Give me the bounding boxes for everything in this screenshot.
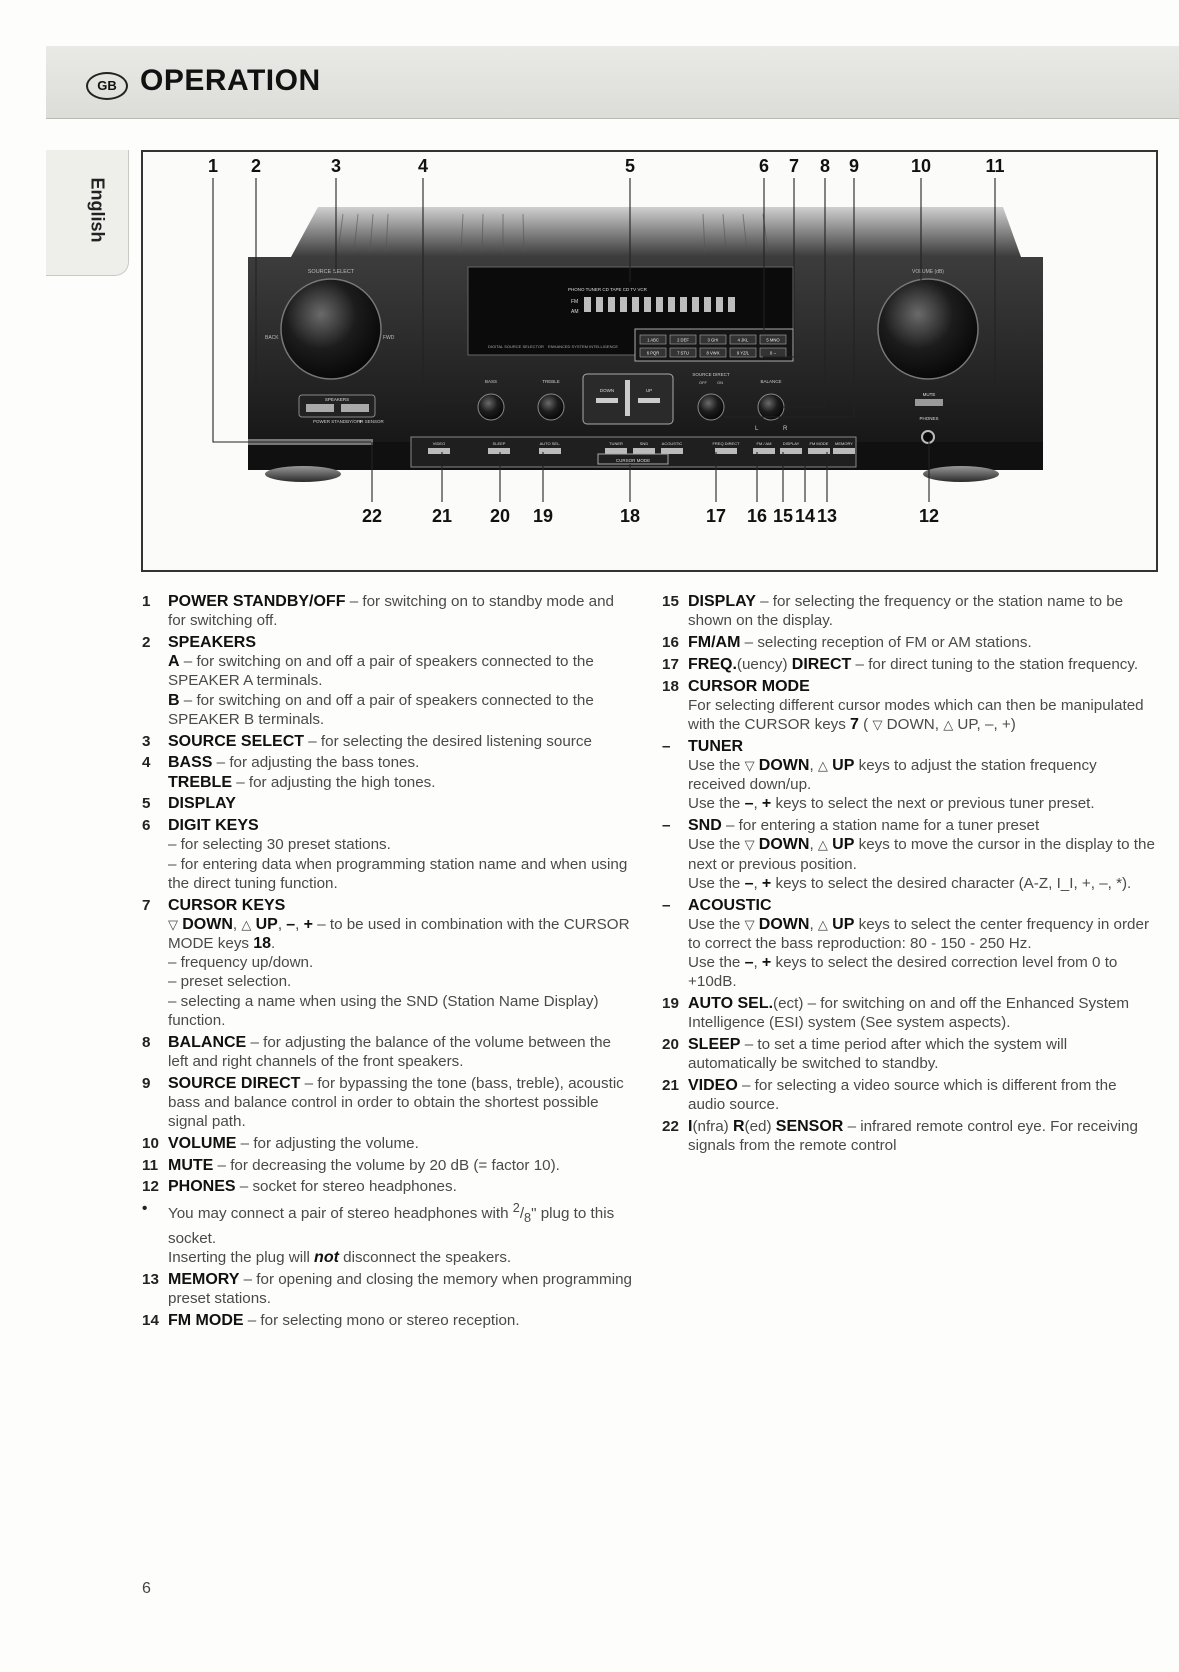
snd-button: [633, 448, 655, 454]
description-item: [662, 816, 1157, 893]
volume-knob: [878, 279, 978, 379]
receiver-illustration: [143, 152, 1156, 570]
description-item: [142, 1074, 634, 1132]
item-number: 4: [142, 754, 151, 772]
fwd-label: FWD: [383, 335, 395, 341]
gb-language-badge: GB: [86, 72, 128, 100]
item-number: –: [662, 896, 671, 914]
digit-key-label: 2 DEF: [677, 337, 689, 343]
cursor-mode-label: CURSOR MODE: [615, 458, 651, 463]
item-text: SLEEP – to set a time period after which the system will automatically be switched to standby.: [688, 1036, 1068, 1073]
item-text: DISPLAY – for selecting the frequency or the station name to be shown on the display.: [688, 593, 1124, 630]
description-item: [142, 896, 634, 1030]
description-item: [662, 592, 1157, 630]
item-text: AUTO SEL.(ect) – for switching on and off the Enhanced System Intelligence (ESI) system (See system aspects).: [688, 995, 1130, 1032]
item-text: TUNER Use the ▽ DOWN, △ UP keys to adjust the station frequency received down/up. Use the –, + keys to select the next or previous tuner preset.: [688, 737, 1097, 813]
digit-key-label: 7 STU: [677, 350, 689, 356]
source-direct-knob: [698, 394, 724, 420]
callout-number: 16: [746, 506, 768, 526]
bass-label: BASS: [484, 379, 498, 384]
balance-l-label: L: [755, 426, 759, 432]
item-text: You may connect a pair of stereo headphones with $^2/_8$" plug to this socket. Inserting the plug will not disconnect the speakers.: [168, 1201, 615, 1266]
description-item: [142, 1156, 634, 1175]
description-item: [142, 816, 634, 893]
acoustic-label: ACOUSTIC: [661, 441, 683, 446]
off-label: OFF: [699, 380, 707, 385]
memory-button: [833, 448, 855, 454]
description-item: [142, 633, 634, 729]
language-tab-label: English: [87, 177, 108, 243]
balance-label: BALANCE: [760, 379, 782, 384]
callout-number: 13: [816, 506, 838, 526]
page-number: 6: [142, 1580, 151, 1597]
item-number: 14: [142, 1311, 159, 1329]
description-item: [142, 1270, 634, 1308]
fm-mode-label: FM MODE: [809, 441, 829, 446]
sleep-label: SLEEP: [492, 441, 506, 446]
description-item: [142, 1177, 634, 1196]
description-item: [142, 753, 634, 791]
sleep-button: [488, 448, 510, 454]
item-text: SND – for entering a station name for a tuner preset Use the ▽ DOWN, △ UP keys to move the cursor in the display to the next or previous position. Use the –, + keys to select the desired character (A-Z, I_I, +, –, *).: [688, 817, 1155, 892]
item-number: 22: [662, 1118, 679, 1136]
description-item: [662, 633, 1157, 652]
callout-number: 5: [624, 156, 636, 176]
item-text: BASS – for adjusting the bass tones. TREBLE – for adjusting the high tones.: [168, 754, 436, 791]
item-text: I(nfra) R(ed) SENSOR – infrared remote control eye. For receiving signals from the remote control: [688, 1118, 1138, 1155]
item-number: 15: [662, 593, 679, 610]
bass-knob: [478, 394, 504, 420]
auto-sel-button: [539, 448, 561, 454]
digit-key-label: 5 MNO: [766, 337, 780, 343]
item-text: DISPLAY: [168, 795, 236, 813]
callout-number: 20: [489, 506, 511, 526]
item-text: CURSOR KEYS ▽ DOWN, △ UP, –, + – to be used in combination with the CURSOR MODE keys 18. – frequency up/down. – preset selection. – selecting a name when using the SND (Station Name Display) function.: [168, 896, 630, 1029]
mute-label: MUTE: [922, 392, 936, 397]
treble-knob: [538, 394, 564, 420]
back-label: BACK: [265, 335, 279, 341]
freq-direct-button: [715, 448, 737, 454]
description-item: [662, 677, 1157, 735]
item-text: VOLUME – for adjusting the volume.: [168, 1134, 419, 1152]
item-number: 8: [142, 1033, 151, 1051]
callout-number: 15: [772, 506, 794, 526]
item-text: SOURCE SELECT – for selecting the desired listening source: [168, 732, 592, 750]
item-number: •: [142, 1200, 148, 1218]
item-text: POWER STANDBY/OFF – for switching on to standby mode and for switching off.: [168, 593, 614, 630]
callout-number: 8: [819, 156, 831, 176]
item-text: FM/AM – selecting reception of FM or AM stations.: [688, 634, 1032, 651]
callout-number: 9: [848, 156, 860, 176]
balance-knob: [758, 394, 784, 420]
item-text: DIGIT KEYS – for selecting 30 preset stations. – for entering data when programming station name and when using the direct tuning function.: [168, 817, 628, 892]
item-text: VIDEO – for selecting a video source which is different from the audio source.: [688, 1077, 1117, 1114]
description-item: [662, 896, 1157, 992]
balance-r-label: R: [783, 426, 788, 432]
memory-label: MEMORY: [835, 441, 853, 446]
item-number: 19: [662, 995, 679, 1013]
display-label: DISPLAY: [782, 441, 800, 446]
digit-key-label: 1 ABC: [647, 337, 659, 343]
right-foot: [923, 466, 999, 482]
item-text: FM MODE – for selecting mono or stereo reception.: [168, 1311, 520, 1329]
item-number: 10: [142, 1134, 159, 1152]
item-text: BALANCE – for adjusting the balance of the volume between the left and right channels of the front speakers.: [168, 1033, 611, 1070]
down-label: DOWN: [599, 388, 615, 393]
item-number: 7: [142, 896, 151, 914]
phones-socket: [922, 431, 934, 443]
callout-number: 21: [431, 506, 453, 526]
cursor-divider: [625, 380, 630, 416]
callout-number: 6: [758, 156, 770, 176]
item-text: CURSOR MODE For selecting different cursor modes which can then be manipulated with the CURSOR keys 7 ( ▽ DOWN, △ UP, –, +): [688, 677, 1144, 733]
callout-number: 3: [330, 156, 342, 176]
item-text: SOURCE DIRECT – for bypassing the tone (bass, treble), acoustic bass and balance control in order to obtain the shortest possible signal path.: [168, 1074, 624, 1131]
callout-number: 19: [532, 506, 554, 526]
ir-sensor-label: IR SENSOR: [359, 419, 384, 424]
callout-number: 17: [705, 506, 727, 526]
item-number: 5: [142, 795, 151, 813]
item-number: 18: [662, 677, 679, 695]
callout-number: 11: [985, 156, 1005, 176]
description-item: [142, 732, 634, 751]
callout-number: 12: [918, 506, 940, 526]
auto-sel-label: AUTO SEL.: [539, 441, 561, 446]
esi-label: ENHANCED SYSTEM INTELLIGENCE: [548, 344, 619, 349]
source-direct-label: SOURCE DIRECT: [692, 372, 730, 377]
description-item: [662, 737, 1157, 814]
item-number: 20: [662, 1036, 679, 1054]
item-text: MUTE – for decreasing the volume by 20 dB (= factor 10).: [168, 1156, 560, 1174]
mute-button: [915, 399, 943, 406]
description-item: [142, 1134, 634, 1153]
item-number: 13: [142, 1270, 159, 1288]
item-number: 11: [142, 1156, 159, 1174]
snd-label: SND: [639, 441, 649, 446]
cabinet-top: [291, 207, 1021, 257]
item-number: 6: [142, 817, 151, 835]
fm-am-label: FM / AM: [756, 441, 772, 446]
item-number: 3: [142, 732, 151, 750]
callout-number: 18: [619, 506, 641, 526]
display-fm: FM: [571, 299, 579, 305]
description-item: [142, 794, 634, 813]
item-number: –: [662, 737, 671, 755]
description-item: [662, 1076, 1157, 1114]
callout-number: 4: [417, 156, 429, 176]
speakers-b-button: [341, 404, 369, 412]
item-number: 17: [662, 655, 679, 673]
item-number: 12: [142, 1178, 159, 1196]
item-text: MEMORY – for opening and closing the memory when programming preset stations.: [168, 1270, 632, 1307]
description-item: [142, 1033, 634, 1071]
item-text: FREQ.(uency) DIRECT – for direct tuning to the station frequency.: [688, 655, 1139, 673]
digit-key-label: 9 YZ/L: [736, 350, 750, 356]
left-foot: [265, 466, 341, 482]
digit-key-label: 6 PQR: [646, 350, 660, 356]
video-button: [428, 448, 450, 454]
video-label: VIDEO: [432, 441, 446, 446]
item-number: 1: [142, 593, 151, 610]
description-item: [142, 1199, 634, 1267]
description-item: [662, 1117, 1157, 1155]
description-column-left: [142, 592, 634, 1332]
item-number: 9: [142, 1074, 151, 1092]
up-label: UP: [645, 388, 653, 393]
callout-number: 14: [794, 506, 816, 526]
description-item: [662, 994, 1157, 1032]
item-number: 21: [662, 1077, 679, 1095]
display-am: AM: [571, 309, 579, 315]
receiver-figure: [141, 150, 1158, 572]
tuner-label: TUNER: [609, 441, 623, 446]
freq-direct-label: FREQ DIRECT: [712, 441, 740, 446]
source-select-label: SOURCE SELECT: [307, 269, 355, 275]
speakers-label: SPEAKERS: [324, 397, 350, 402]
speakers-a-button: [306, 404, 334, 412]
description-item: [662, 655, 1157, 674]
item-text: ACOUSTIC Use the ▽ DOWN, △ UP keys to select the center frequency in order to correct the bass reproduction: 80 - 150 - 250 Hz. Use the –, + keys to select the desired correction level from 0 to +10dB.: [688, 896, 1149, 991]
item-text: PHONES – socket for stereo headphones.: [168, 1178, 457, 1196]
digit-key-label: 4 JKL: [737, 337, 749, 343]
description-item: [142, 592, 634, 630]
callout-number: 10: [910, 156, 932, 176]
digit-key-label: 3 GHI: [707, 337, 719, 343]
item-text: SPEAKERS A – for switching on and off a pair of speakers connected to the SPEAKER A terminals. B – for switching on and off a pair of speakers connected to the SPEAKER B terminals.: [168, 634, 594, 728]
treble-label: TREBLE: [542, 379, 560, 384]
description-item: [142, 1311, 634, 1330]
description-column-right: [662, 592, 1157, 1158]
tuner-button: [605, 448, 627, 454]
item-number: –: [662, 817, 671, 835]
digital-source-selector-label: DIGITAL SOURCE SELECTOR: [488, 344, 544, 349]
callout-number: 22: [361, 506, 383, 526]
cursor-down-key: [596, 398, 618, 403]
phones-label: PHONES: [919, 416, 939, 421]
display-sources: PHONO TUNER CD TAPE CD TV VCR: [568, 287, 647, 292]
source-select-knob: [281, 279, 381, 379]
item-number: 2: [142, 634, 151, 651]
on-label: ON: [717, 380, 723, 385]
power-standby-label: POWER STANDBY/OFF: [313, 419, 363, 424]
callout-number: 1: [207, 156, 219, 176]
callout-number: 2: [250, 156, 262, 176]
description-item: [662, 1035, 1157, 1073]
digit-key-label: 0 --: [769, 350, 777, 356]
volume-label: VOLUME (dB): [912, 269, 944, 275]
callout-number: 7: [788, 156, 800, 176]
item-number: 16: [662, 634, 679, 651]
acoustic-button: [661, 448, 683, 454]
digit-key-label: 8 VWX: [706, 350, 720, 356]
cursor-up-key: [638, 398, 660, 403]
fm-am-button: [753, 448, 775, 454]
page-title: OPERATION: [140, 64, 321, 97]
